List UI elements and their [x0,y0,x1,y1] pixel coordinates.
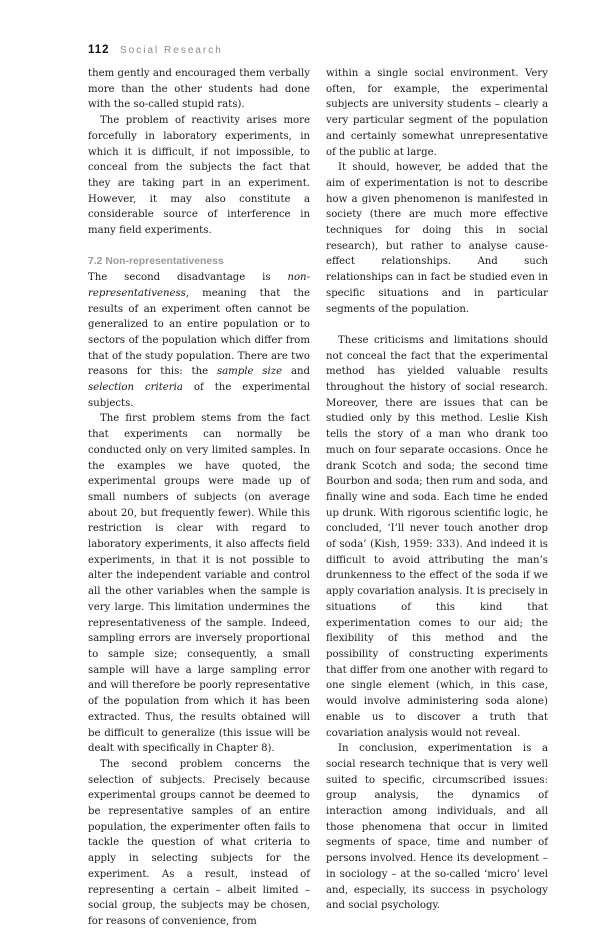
section-heading: 7.2 Non-representativeness [88,256,224,268]
page-number: 112 [88,44,110,56]
left-paragraph-1: them gently and encouraged them verbally more than the other students had done with the so-called stupid rats). [88,68,310,111]
p3-emphasis-selection-criteria: selection criteria [88,382,183,394]
right-column [326,66,548,914]
left-paragraph-5: The second problem concerns the selection of subjects. Precisely because experimental groups cannot be deemed to be representative samples of an entire population, the experimenter often fails to tackle the question of what criteria to apply in selecting subjects for the experiment. As a result, instead of representing a certain – albeit limited – social group, the subjects may be chosen, for reasons of convenience, from [88,758,310,927]
left-column [88,66,310,930]
left-paragraph-3 [88,270,310,411]
right-paragraph-4: In conclusion, experimentation is a social research technique that is very well suited to specific, circumscribed issues: group analysis, the dynamics of interaction among individuals, and all those phenomena that occur in limited segments of space, time and number of persons involved. Hence its development – in sociology – at the so-called ‘micro’ level and, especially, its success in psychology and social psychology. [326,743,548,912]
p3-text-a: The second disadvantage is [88,272,288,284]
left-paragraph-2: The problem of reactivity arises more forcefully in laboratory experiments, in which it is difficult, if not impossible, to conceal from the subjects the fact that they are taking part in an experiment. However, it may also constitute a considerable source of interference in many field experiments. [88,115,310,237]
p3-emphasis-sample-size: sample size [216,366,283,378]
p3-text-d: of the experimental subjects. [88,382,310,409]
left-paragraph-4: The first problem stems from the fact that experiments can normally be conducted only on very limited samples. In the examples we have quoted, the experimental groups were made up of small numbers of subjects (on average about 20, but frequently fewer). While this restriction is clear with regard to laboratory experiments, it also affects field experiments, in that it is not possible to alter the independent variable and control all the other variables when the sample is very large. This limitation undermines the representativeness of the sample. Indeed, sampling errors are inversely proportional to sample size; consequently, a small sample will have a large sampling error and will therefore be poorly representative of the population from which it has been extracted. Thus, the results obtained will be difficult to generalize (this issue will be dealt with specifically in Chapter 8). [88,413,310,755]
right-paragraph-2: It should, however, be added that the aim of experimentation is not to describe how a given phenomenon is manifested in society (there are much more effective techniques for doing this in social research), but rather to analyse cause-effect relationships. And such relationships can in fact be studied even in specific situations and in particular segments of the population. [326,162,548,315]
p3-text-b: , meaning that the results of an experiment often cannot be generalized to an entire population or to sectors of the population which differ from that of the study population. There are two reasons for this: the [88,287,310,378]
p3-emphasis-non-representativeness: non-representativeness [88,272,310,299]
right-paragraph-3: These criticisms and limitations should not conceal the fact that the experimental method has yielded valuable results throughout the history of social research. Moreover, there are issues that can be studied only by this method. Leslie Kish tells the story of a man who drank too much on four separate occasions. Once he drank Scotch and soda; the second time Bourbon and soda; then rum and soda, and finally wine and soda. Each time he ended up drunk. With rigorous scientific logic, he concluded, ‘I’ll never touch another drop of soda’ (Kish, 1959: 333). And indeed it is difficult to avoid attributing the man’s drunkenness to the effect of the soda if we apply covariation analysis. It is precisely in situations of this kind that experimentation comes to our aid; the flexibility of this method and the possibility of constructing experiments that differ from one another with regard to one single element (which, in this case, would involve administering soda alone) enable us to discover a truth that covariation analysis would not reveal. [326,334,548,739]
right-paragraph-1: within a single social environment. Very often, for example, the experimental subjects are university students – clearly a very particular segment of the population and certainly somewhat unrepresentative of the public at large. [326,68,548,158]
running-title: Social Research [120,45,223,56]
page-header [88,40,223,56]
p3-text-c: and [282,366,310,378]
